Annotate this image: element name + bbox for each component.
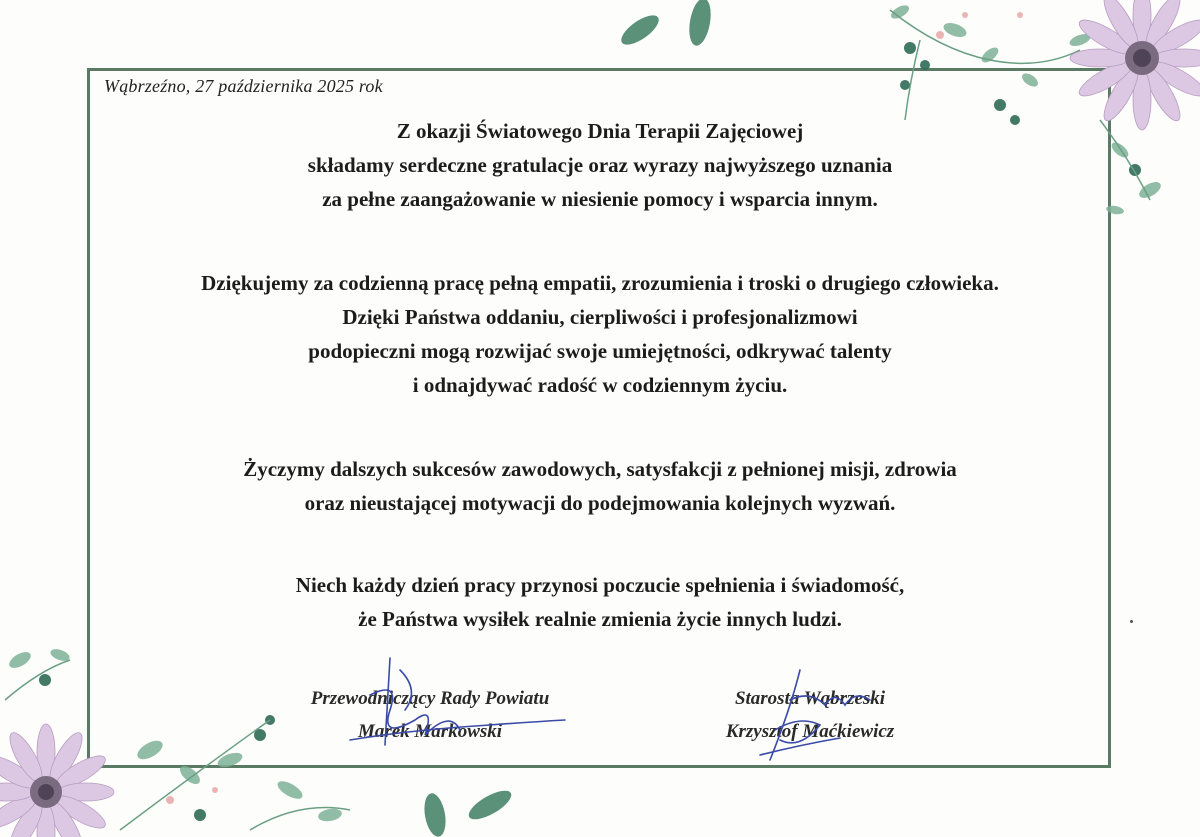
text-line: za pełne zaangażowanie w niesienie pomocy i wsparcia innym.: [322, 187, 878, 211]
paragraph-thanks: [90, 266, 1110, 402]
signatory-title: Przewodniczący Rady Powiatu: [310, 688, 550, 709]
signatory-name: Marek Markowski: [357, 721, 503, 742]
text-line: Dziękujemy za codzienną pracę pełną empatii, zrozumienia i troski o drugiego człowieka.: [201, 271, 999, 295]
text-line: Z okazji Światowego Dnia Terapii Zajęciowej: [396, 119, 804, 143]
paragraph-wishes: [90, 452, 1110, 520]
text-line: Niech każdy dzień pracy przynosi poczucie spełnienia i świadomość,: [295, 573, 905, 597]
signature-block-right: [660, 682, 960, 748]
date-place-line: Wąbrzeźno, 27 października 2025 rok: [104, 76, 383, 96]
scan-mark: [1130, 620, 1133, 623]
text-line: i odnajdywać radość w codziennym życiu.: [412, 373, 788, 397]
signature-block-left: [270, 682, 590, 748]
text-line: podopieczni mogą rozwijać swoje umiejętności, odkrywać talenty: [308, 339, 892, 363]
leaf-decoration-top: [600, 0, 730, 65]
text-line: Dzięki Państwa oddaniu, cierpliwości i profesjonalizmowi: [342, 305, 858, 329]
text-line: Życzymy dalszych sukcesów zawodowych, satysfakcji z pełnionej misji, zdrowia: [243, 457, 957, 481]
signatory-title: Starosta Wąbrzeski: [734, 688, 886, 709]
text-line: że Państwa wysiłek realnie zmienia życie innych ludzi.: [358, 607, 842, 631]
text-line: oraz nieustającej motywacji do podejmowania kolejnych wyzwań.: [304, 491, 896, 515]
paragraph-closing: [90, 568, 1110, 636]
paragraph-greeting: [90, 114, 1110, 216]
leaf-decoration-bottom: [410, 780, 530, 837]
text-line: składamy serdeczne gratulacje oraz wyrazy najwyższego uznania: [307, 153, 893, 177]
signatory-name: Krzysztof Maćkiewicz: [725, 721, 895, 742]
